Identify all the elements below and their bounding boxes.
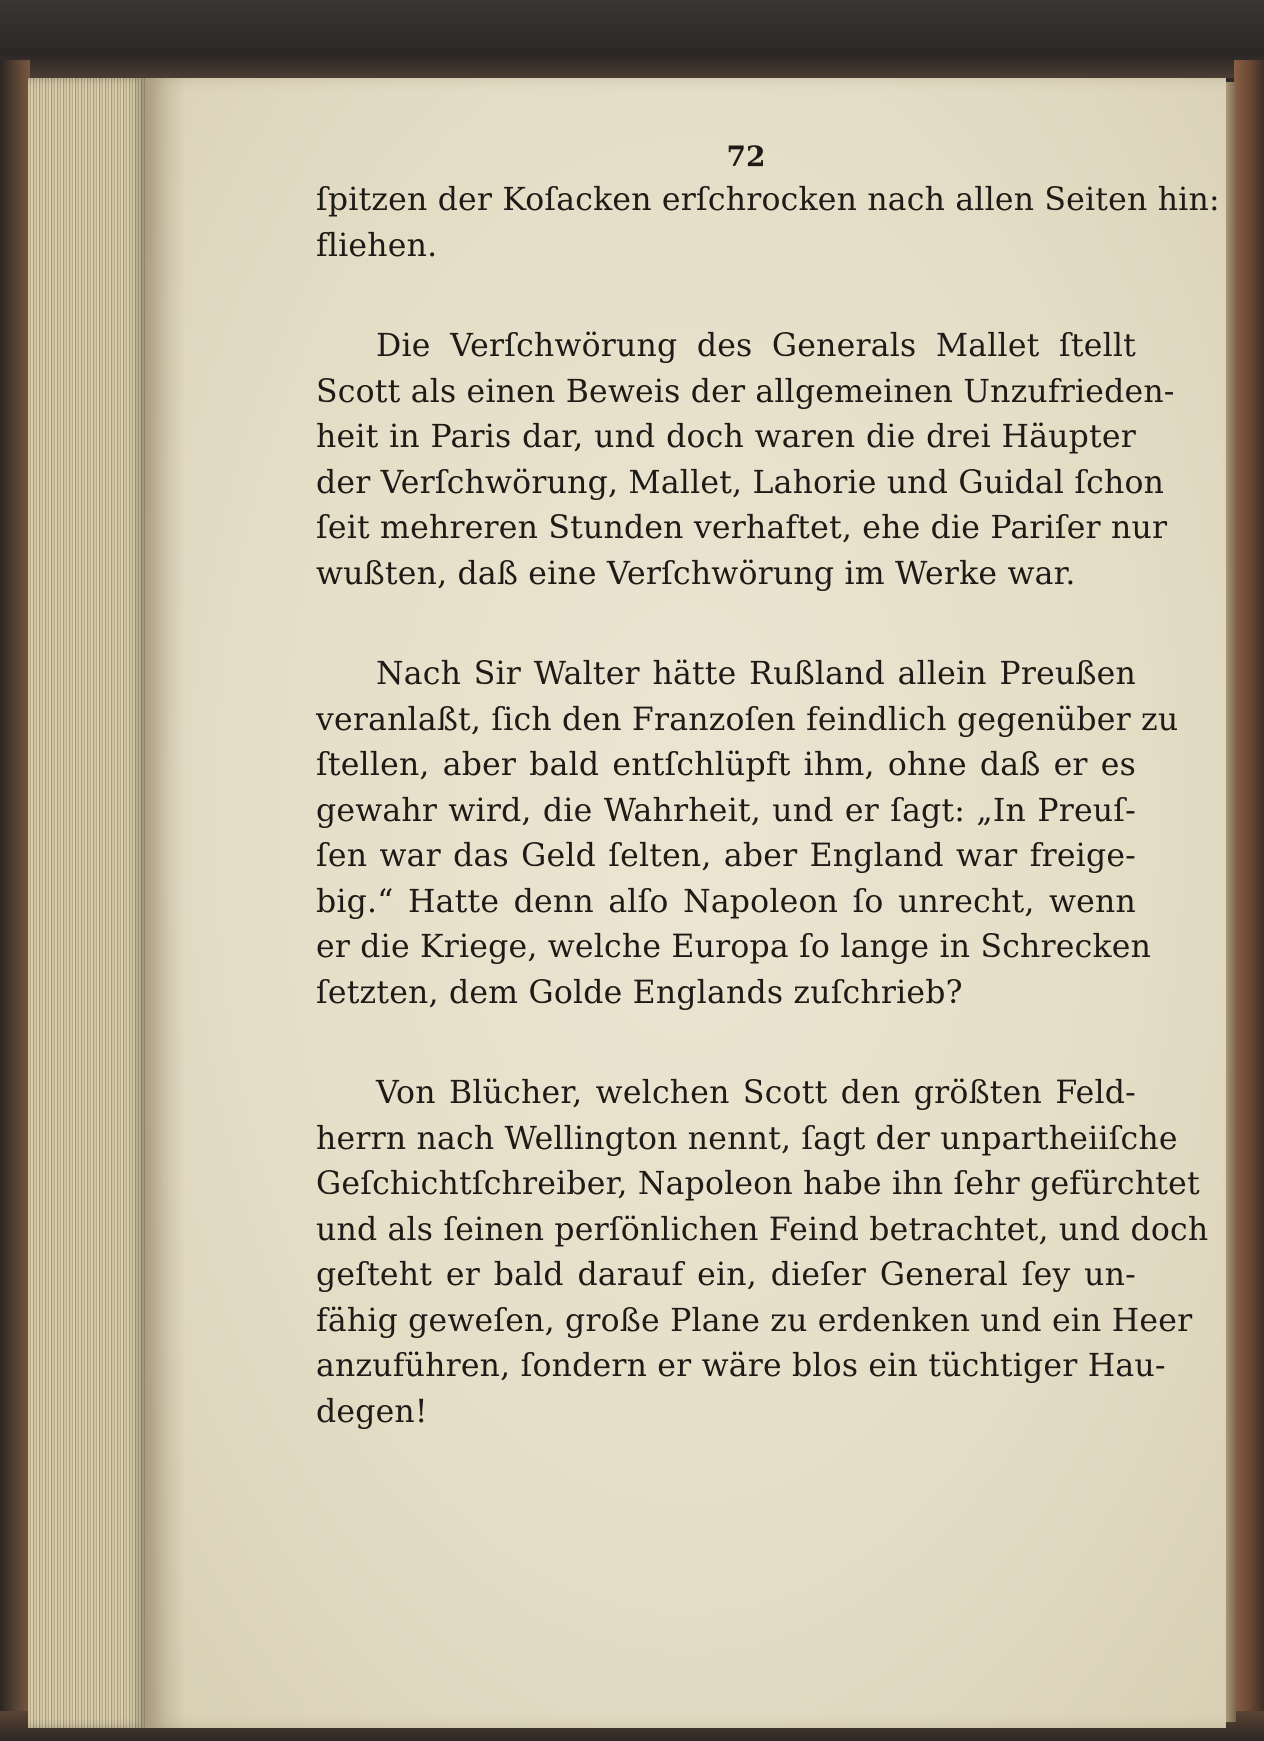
text-line: und als ſeinen perſönlichen Feind betrachtet, und doch [316, 1211, 1209, 1248]
page-number: 72 [726, 140, 766, 173]
text-line: fliehen. [316, 227, 438, 264]
text-line: Geſchichtſchreiber, Napoleon habe ihn ſehr gefürchtet [316, 1166, 1200, 1202]
paragraph-1 [316, 178, 1220, 269]
text-line: anzuführen, ſondern er wäre blos ein tüchtiger Hau- [316, 1348, 1166, 1384]
body-text [316, 178, 1220, 1490]
text-line: Die Verſchwörung des Generals Mallet ſtellt [376, 328, 1136, 364]
paragraph-2 [316, 324, 1175, 597]
text-line: ſpitzen der Koſacken erſchrocken nach allen Seiten hin: [316, 182, 1220, 218]
text-line: er die Kriege, welche Europa ſo lange in Schrecken [316, 929, 1152, 965]
page-stack-edges [28, 78, 146, 1728]
book-cover-top [0, 0, 1264, 78]
text-line: Nach Sir Walter hätte Rußland allein Preußen [376, 656, 1136, 692]
text-line: gewahr wird, die Wahrheit, und er ſagt: „In Preuſ- [316, 792, 1136, 829]
text-line: ſen war das Geld ſelten, aber England war freige- [316, 838, 1136, 874]
book-page [146, 78, 1226, 1728]
text-line: Von Blücher, welchen Scott den größten Feld- [376, 1075, 1136, 1111]
text-line: geſteht er bald darauf ein, dieſer General ſey un- [316, 1257, 1136, 1293]
text-line: der Verſchwörung, Mallet, Lahorie und Guidal ſchon [316, 464, 1165, 501]
text-line: big.“ Hatte denn alſo Napoleon ſo unrecht, wenn [316, 883, 1136, 920]
text-line: ſetzten, dem Golde Englands zuſchrieb? [316, 974, 963, 1011]
text-line: Scott als einen Beweis der allgemeinen Unzufrieden- [316, 373, 1175, 410]
book-cover-left [0, 60, 30, 1741]
text-line: heit in Paris dar, und doch waren die drei Häupter [316, 419, 1136, 455]
paragraph-4 [316, 1071, 1209, 1435]
text-line: ſtellen, aber bald entſchlüpft ihm, ohne daß er es [316, 747, 1136, 783]
book-cover-right [1234, 60, 1264, 1741]
text-line: ſeit mehreren Stunden verhaftet, ehe die Pariſer nur [316, 510, 1168, 546]
paragraph-3 [316, 652, 1179, 1016]
gutter-shadow [146, 78, 186, 1728]
text-line: wußten, daß eine Verſchwörung im Werke war. [316, 555, 1076, 592]
text-line: herrn nach Wellington nennt, ſagt der unpartheiiſche [316, 1120, 1178, 1157]
text-line: fähig geweſen, große Plane zu erdenken und ein Heer [316, 1302, 1193, 1339]
text-line: degen! [316, 1393, 428, 1430]
text-line: veranlaßt, ſich den Franzoſen feindlich gegenüber zu [316, 701, 1179, 738]
